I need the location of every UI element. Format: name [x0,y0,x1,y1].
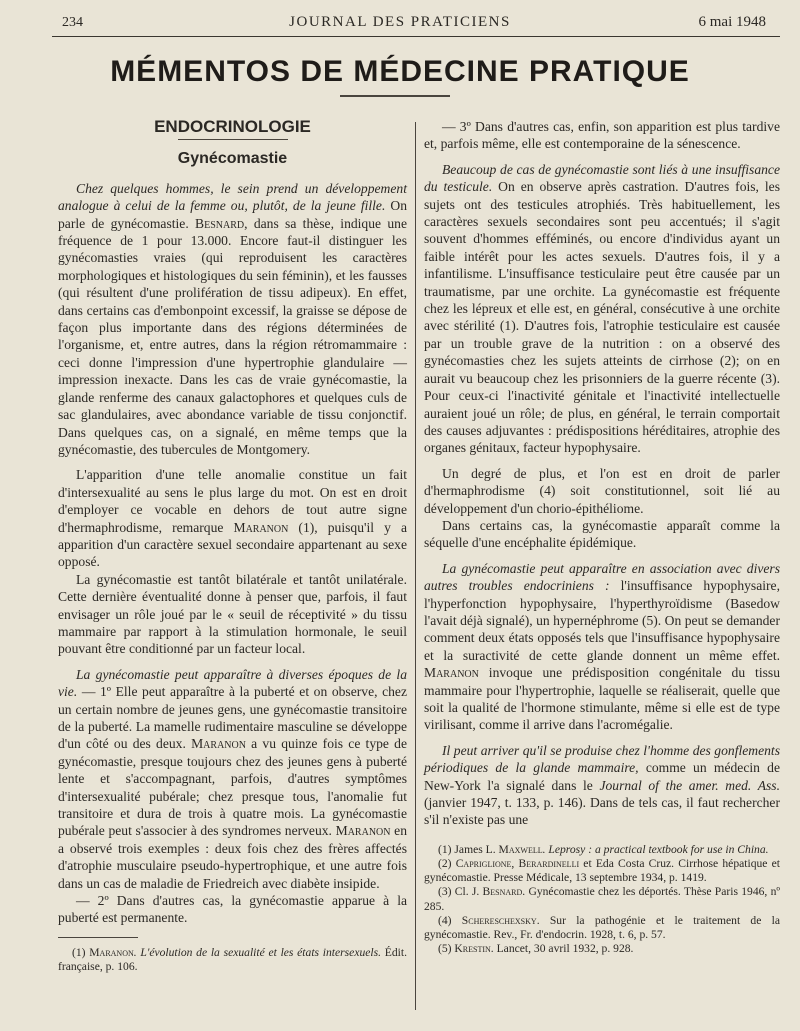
paragraph: — 3º Dans d'autres cas, enfin, son apparition est plus tardive et, parfois même, elle est contemporaine de la sénescence. [424,119,780,152]
text-run: . Gynécomastie chez les déportés. Thèse Paris 1946, nº 285. [424,885,780,913]
footnote-number: (3) Cl. J. [438,885,483,899]
italic-lead: Beaucoup de cas de gynécomastie sont liés à une insuffisance du testicule. [424,161,780,195]
author-name: Maranon [335,823,391,839]
right-column [424,118,780,956]
section-underline [178,139,288,140]
journal-title: JOURNAL DES PRATICIENS [289,14,511,30]
author-name: Maranon [191,736,246,752]
footnote-number: (1) [72,945,90,959]
footnote-number: (2) [438,857,456,871]
running-header [0,13,800,35]
author-name: Maranon [424,665,479,681]
text-run: et Eda Costa Cruz. Cirrhose hépatique et gynécomastie. Presse Médicale, 13 septembre 1934, p. 1419. [424,857,780,885]
author-name: Schereschexsky [461,913,537,927]
text-run: . Lancet, 30 avril 1932, p. 928. [490,942,634,956]
text-run: (1), puisqu'il y a apparition d'un caractère sexuel secondaire appartenant au sexe opposé. [58,519,407,570]
footnote [424,857,780,885]
page-number: 234 [62,15,83,30]
footnotes [424,843,780,957]
paragraph [424,560,780,734]
footnote-title: . Leprosy : a practical textbook for use in China. [542,842,769,856]
header-rule [52,36,780,37]
italic-lead: La gynécomastie peut apparaître à diverses époques de la vie. [58,666,407,700]
italic-lead: La gynécomastie peut apparaître en association avec divers autres troubles endocriniens : [424,560,780,594]
text-run: invoque une prédisposition congénitale du tissu mammaire pour l'hypertrophie, laquelle se réaliserait, quelle que soit la qualité de l'hormone stimulante, même si elle est de type virilisant, comme il arrive dans l'acromégalie. [424,665,780,733]
left-column [58,118,407,974]
paragraph: Dans certains cas, la gynécomastie apparaît comme la séquelle d'une encéphalite épidémique. [424,517,780,551]
author-name: Maranon [233,519,289,535]
text-run: l'insuffisance hypophysaire, l'hyperfonction hypophysaire, l'hyperthyroïdisme (Basedow l'avait déjà signalé), un hypernéphrome (5). On peut se demander comment deux états opposés tels que l'insuffisance hypophysaire et la suractivité de cette glande donnent un même effet. [424,578,780,663]
text-run: en a observé trois exemples : deux fois chez des frères affectés d'atrophie musculaire pseudo-hypertrophique, et une autre fois dans un cas de maladie de Friedreich avec diabète insipide. [58,823,407,891]
text-run: On parle de gynécomastie. [58,198,407,231]
paragraph: Un degré de plus, et l'on est en droit de parler d'hermaphrodisme (4) soit constitutionnel, soit lié au développement d'un chorio-épithéliome. [424,465,780,516]
text-run: Édit. française, p. 106. [58,945,407,974]
footnote-number: (4) [438,913,462,927]
footnote [424,942,780,956]
paragraph: — 2º Dans d'autres cas, la gynécomastie apparue à la puberté est permanente. [58,893,407,926]
footnote-title: . L'évolution de la sexualité et les états intersexuels. [133,945,382,959]
text-run: (janvier 1947, t. 133, p. 146). Dans de tels cas, il faut rechercher s'il n'existe pas une [424,795,780,828]
paragraph [424,742,780,829]
title-ornament [340,95,450,97]
column-divider [415,122,416,1010]
text-run: a vu quinze fois ce type de gynécomastie, presque toujours chez des jeunes gens à puberté lente et s'accompagnant, parfois, d'autres symptômes d'intersexualité pubérale; chez presque tous, l'anomalie fut transitoire et dura de trois à quatre mois. La gynécomastie pubérale peut s'associer à des syndromes nerveux. [58,736,408,839]
paragraph: La gynécomastie est tantôt bilatérale et tantôt unilatérale. Cette dernière éventualité donne à penser que, parfois, il faut envisager un rôle joué par le « seuil de réceptivité » du tissu mammaire par rapport à la stimulation hormonale, le seuil pouvant être conditionné par un facteur local. [58,571,407,657]
footnote-number: (1) James L. [438,842,499,856]
paragraph [58,180,407,459]
text-run: . Sur la pathogénie et le traitement de la gynécomastie. Rev., Fr. d'endocrin. 1928, t. 6, p. 57. [424,913,780,942]
italic-lead: Chez quelques hommes, le sein prend un développement analogue à celui de la femme ou, plutôt, de la jeune fille. [58,180,407,214]
subsection-heading: Gynécomastie [177,150,288,168]
author-name: Besnard [195,215,245,231]
text-run: comme un médecin de New-York l'a signalé dans le [424,760,780,793]
journal-reference: Journal of the amer. med. Ass. [599,777,780,793]
text-run: — 1º Elle peut apparaître à la puberté et on observe, chez un certain nombre de jeunes gens, une gynécomastie transitoire de la puberté. La mamelle rudimentaire masculine se développe d'un côté ou des deux. [58,684,407,752]
text-run: On en observe après castration. D'autres fois, les sujets ont des testicules atrophiés. Très habituellement, les caractères sexuels secondaires sont peu accentués; il s'agit souvent d'hommes efféminés, ou encore d'individus ayant un faible intérêt pour les actes sexuels. D'autres fois, il y a infantilisme. L'insuffisance testiculaire peut être causée par un traumatisme, par une orchite. La gynécomastie est fréquente chez les lépreux et elle est, en général, consécutive à une orchite avec stérilité (1). D'autres fois, l'atrophie testiculaire est causée par un trouble grave de la nutrition : on a observé des gynécomasties chez les sujets atteints de cirrhose (2); on en aurait vu beaucoup chez les prisonniers de la guerre récente (3). Pour ceux-ci l'inactivité génitale et l'inactivité intellectuelle auraient joué un rôle; de plus, en général, le terrain comportait des causes adjuvantes : prédispositions héréditaires, atrophie des organes génitaux, facteur hypophysaire. [424,179,780,456]
page-title: MÉMENTOS DE MÉDECINE PRATIQUE [110,55,690,88]
footnote [58,946,407,974]
footnote [424,885,780,913]
author-name: Besnard [482,885,523,899]
footnote [424,843,780,857]
paragraph [424,161,780,457]
issue-date: 6 mai 1948 [698,14,766,30]
author-name: Capriglione, Berardinelli [455,857,580,871]
footnotes [58,946,407,974]
author-name: Krestin [454,942,491,956]
footnote-number: (5) [438,942,455,956]
footnote-rule [58,937,138,938]
paragraph [58,666,407,892]
section-heading: ENDOCRINOLOGIE [154,117,311,136]
footnote [424,914,780,942]
italic-lead: Il peut arriver qu'il se produise chez l'homme des gonflements périodiques de la glande mammaire, [424,742,780,776]
author-name: Maranon [89,945,134,959]
paragraph [58,466,407,570]
text-run: L'apparition d'une telle anomalie constitue un fait d'intersexualité au sens le plus large du mot. On est en droit d'employer ce vocable en dehors de tout autre signe d'hermaphrodisme, remarque [58,467,407,535]
author-name: Maxwell [498,842,543,856]
text-run: , dans sa thèse, indique une fréquence de 1 pour 13.000. Encore faut-il distinguer les gynécomasties vraies (qui reproduisent les caractères morphologiques et histologiques du sein féminin), et les fausses (qui résultent d'une prolifération de tissu adipeux). En effet, dans certains cas d'embonpoint excessif, la graisse se dépose de façon plus importante dans des régions déterminées de l'organisme, et, entre autres, dans la région rétromammaire : ceci donne l'impression d'une hypertrophie glandulaire — impression inexacte. Dans les cas de vraie gynécomastie, la glande renferme des canaux galactophores et quelques culs de sac glandulaires, avec abondance variable de tissu conjonctif. Dans quelques cas, on a signalé, en même temps que la gynécomastie, des tubercules de Montgomery. [58,215,407,457]
